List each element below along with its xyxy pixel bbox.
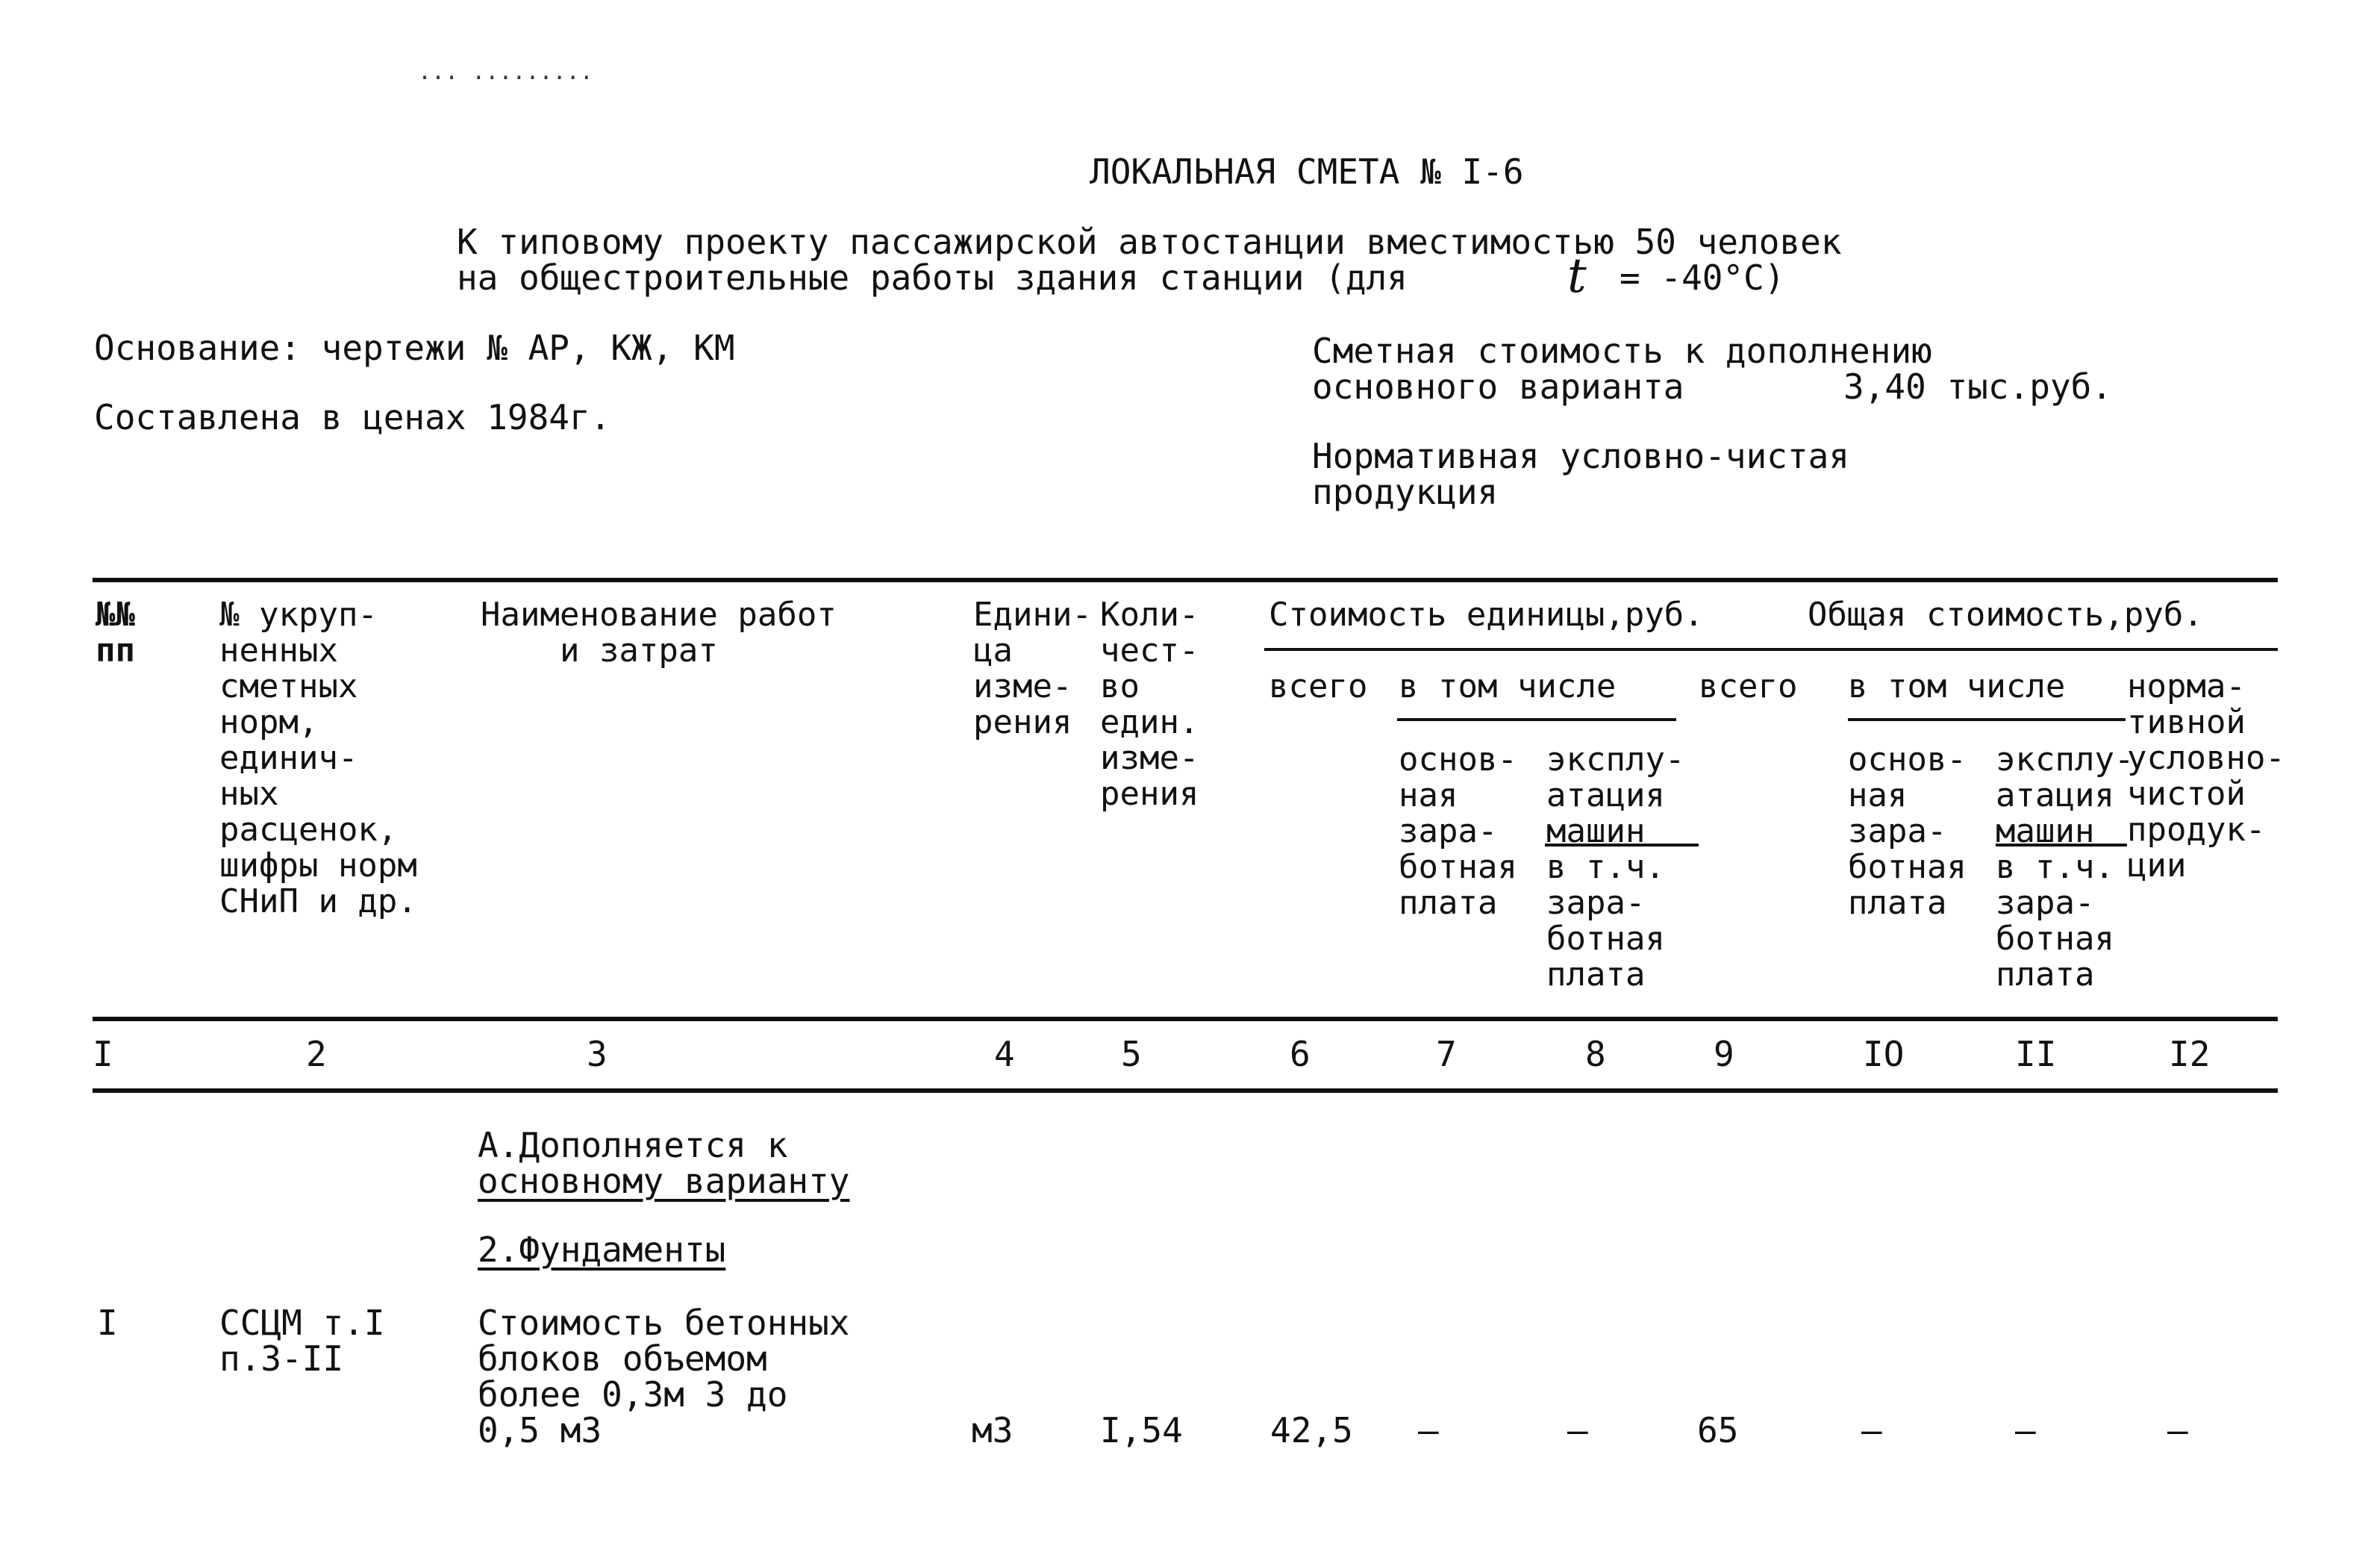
col-num-11: II (2015, 1034, 2057, 1074)
prices-line: Составлена в ценах 1984г. (94, 397, 611, 437)
header-total-mach-wage: в т.ч. зара- ботная плата (1996, 848, 2114, 994)
header-unit-mach-wage: в т.ч. зара- ботная плата (1546, 848, 1665, 994)
row-total-mach: – (2015, 1410, 2036, 1450)
header-total-cost: Общая стоимость,руб. (1808, 596, 2203, 634)
row-unit: м3 (972, 1410, 1013, 1450)
subtitle-line-2: на общестроительные работы здания станции (для (457, 258, 1408, 298)
col-num-10: IO (1863, 1034, 1905, 1074)
header-unit-wage: основ- ная зара- ботная плата (1399, 741, 1517, 922)
header-bottom-rule (93, 1017, 2278, 1021)
header-norm: норма- тивной условно- чистой продук- ции (2127, 667, 2285, 885)
cost-value: 3,40 тыс.руб. (1843, 367, 2113, 407)
basis-line: Основание: чертежи № АР, КЖ, КМ (94, 328, 735, 368)
row-unit-wage: – (1418, 1410, 1439, 1450)
row-name: Стоимость бетонных блоков объемом более 0,3м 3 до 0,5 м3 (478, 1303, 850, 1450)
col-num-4: 4 (994, 1034, 1015, 1074)
header-total-including: в том числе (1848, 667, 2066, 705)
row-qty: I,54 (1100, 1410, 1183, 1450)
top-fragment: ... ......... (418, 59, 593, 85)
subtitle-line-1: К типовому проекту пассажирской автостанции вместимостью 50 человек (457, 222, 1842, 262)
header-name: Наименование работ и затрат (481, 596, 837, 670)
total-subheader-rule (1848, 718, 2126, 721)
temperature-value: = -40°С) (1620, 258, 1785, 298)
norm-label-1: Нормативная условно-чистая (1312, 436, 1850, 476)
norm-label-2: продукция (1312, 472, 1499, 512)
header-total-mach: эксплу- атация машин (1996, 741, 2134, 850)
header-num: №№ пп (96, 596, 135, 670)
cost-header-rule (1264, 648, 2278, 651)
header-qty: Коли- чест- во един. изме- рения (1100, 596, 1199, 813)
col-num-3: 3 (587, 1034, 608, 1074)
col-num-5: 5 (1121, 1034, 1142, 1074)
header-unit: Едини- ца изме- рения (973, 596, 1092, 741)
col-num-2: 2 (306, 1034, 327, 1074)
header-total-total: всего (1699, 667, 1798, 705)
header-unit-cost: Стоимость единицы,руб. (1269, 596, 1704, 634)
row-code: ССЦМ т.I п.3-II (219, 1303, 385, 1379)
header-total-wage: основ- ная зара- ботная плата (1848, 741, 1967, 922)
section-a-line-1: А.Дополняется к (478, 1125, 788, 1165)
col-num-6: 6 (1290, 1034, 1311, 1074)
cost-label-1: Сметная стоимость к дополнению (1312, 331, 1932, 371)
table-top-rule (93, 578, 2278, 582)
temperature-symbol: t (1567, 249, 1587, 304)
row-norm: – (2167, 1410, 2188, 1450)
header-unit-total: всего (1269, 667, 1368, 705)
numbers-bottom-rule (93, 1088, 2278, 1093)
header-unit-including: в том числе (1399, 667, 1617, 705)
cost-label-2: основного варианта (1312, 367, 1684, 407)
document-title: ЛОКАЛЬНАЯ СМЕТА № I-6 (1090, 152, 1524, 192)
row-unit-total: 42,5 (1270, 1410, 1353, 1450)
row-num: I (97, 1303, 118, 1343)
header-code: № укруп- ненных сметных норм, единич- ных расценок, шифры норм СНиП и др. (219, 596, 417, 920)
col-num-12: I2 (2169, 1034, 2211, 1074)
section-foundations: 2.Фундаменты (478, 1229, 726, 1270)
unit-subheader-rule (1397, 718, 1676, 721)
row-total: 65 (1697, 1410, 1739, 1450)
col-num-7: 7 (1436, 1034, 1457, 1074)
row-unit-mach: – (1567, 1410, 1588, 1450)
col-num-8: 8 (1585, 1034, 1606, 1074)
header-unit-mach: эксплу- атация машин (1546, 741, 1685, 850)
col-num-1: I (93, 1034, 113, 1074)
col-num-9: 9 (1714, 1034, 1734, 1074)
row-total-wage: – (1861, 1410, 1882, 1450)
section-a-line-2: основному варианту (478, 1161, 850, 1201)
